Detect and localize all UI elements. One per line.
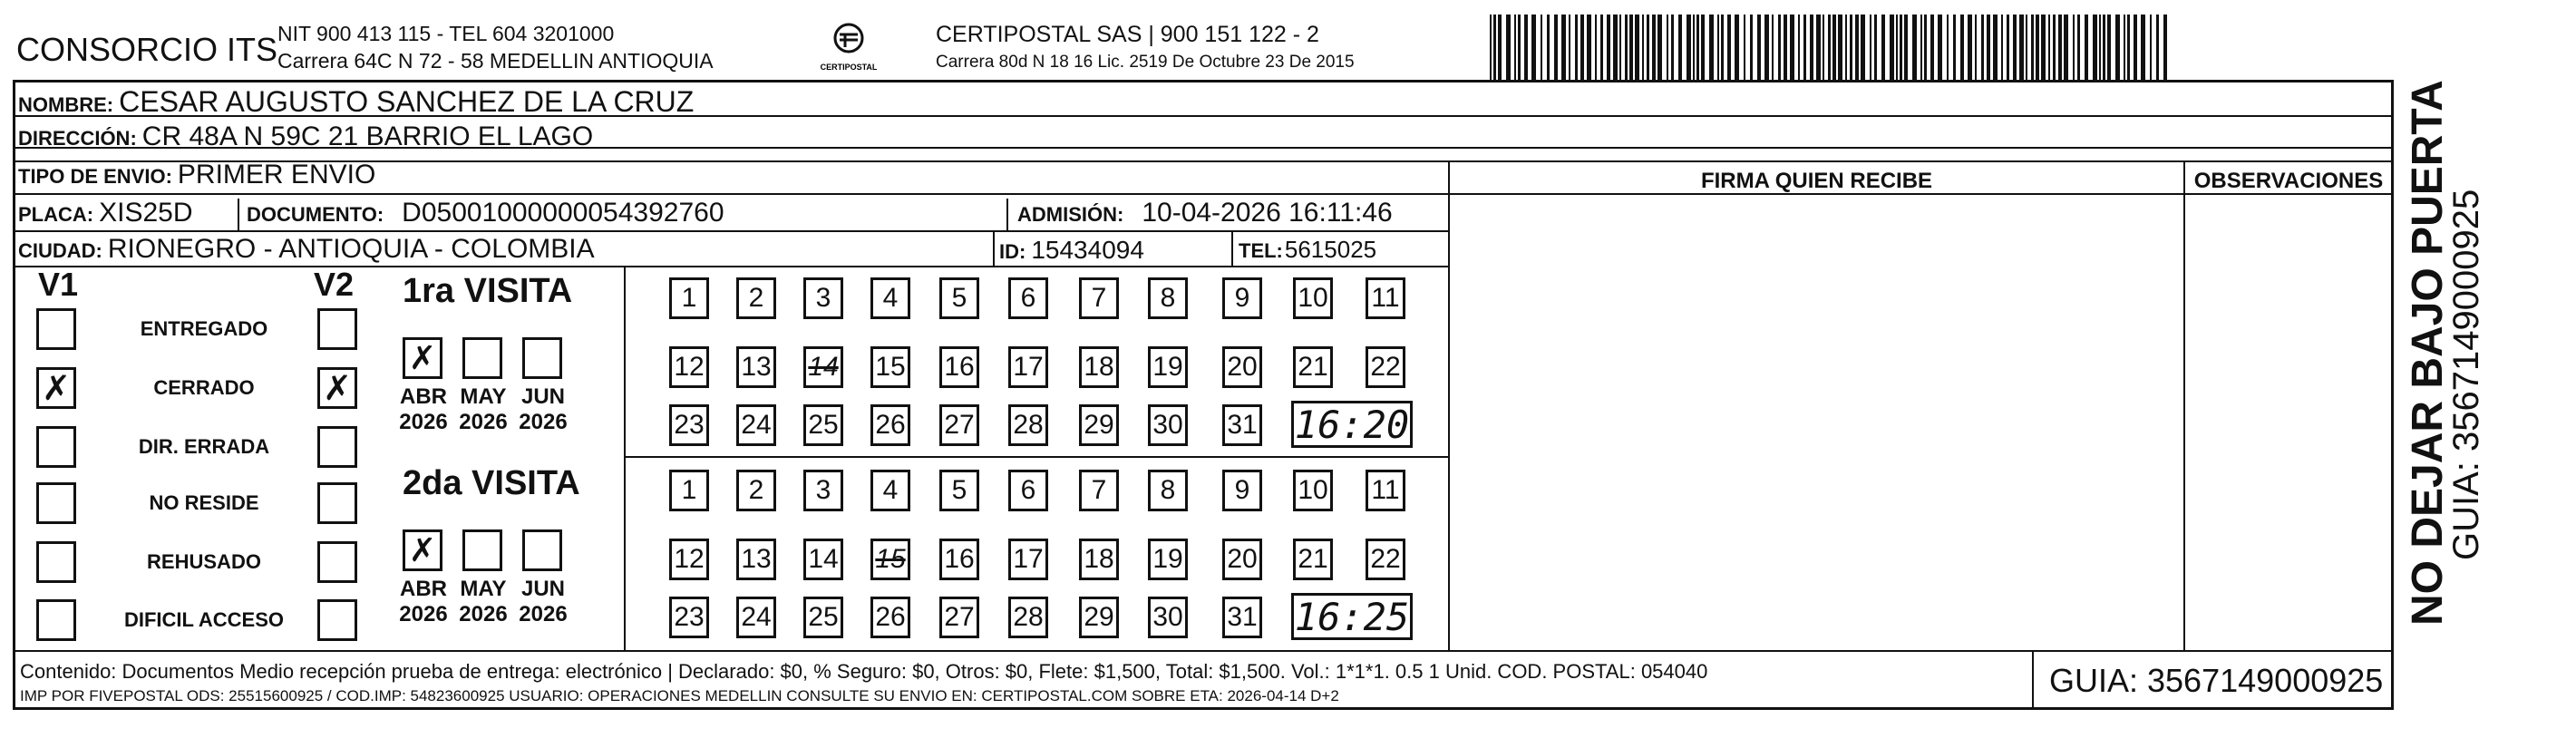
- status-label: CERRADO: [153, 376, 255, 399]
- tipo-row: [18, 160, 375, 190]
- year-label: 2026: [399, 602, 448, 626]
- barcode-bar: [2103, 15, 2105, 80]
- day-box[interactable]: 19: [1148, 346, 1188, 388]
- barcode-bar: [1613, 15, 1618, 80]
- barcode-bar: [1518, 15, 1521, 80]
- status-v1-checkbox[interactable]: [36, 482, 76, 524]
- day-box[interactable]: 24: [736, 404, 776, 446]
- id-label: ID:: [999, 240, 1026, 263]
- barcode-bar: [1575, 15, 1578, 80]
- day-box[interactable]: 21: [1293, 539, 1333, 580]
- visit-time-box[interactable]: 16:25: [1291, 593, 1413, 640]
- barcode-bar: [1721, 15, 1724, 80]
- visit-title: 1ra VISITA: [403, 272, 573, 310]
- visit-time-box[interactable]: 16:20: [1291, 401, 1413, 448]
- barcode-bar: [1493, 15, 1496, 80]
- barcode-bar: [1987, 15, 1990, 80]
- barcode-bar: [2019, 15, 2024, 80]
- day-box[interactable]: 3: [803, 277, 843, 319]
- barcode-bar: [2041, 15, 2046, 80]
- observations-area[interactable]: [2185, 195, 2392, 648]
- tel-row: [1239, 236, 1376, 264]
- status-label: DIR. ERRADA: [138, 435, 270, 458]
- barcode-bar: [1600, 15, 1603, 80]
- day-box[interactable]: 5: [939, 277, 979, 319]
- provider-name: CERTIPOSTAL SAS | 900 151 122 - 2: [936, 22, 1319, 47]
- barcode-bar: [1750, 15, 1753, 80]
- barcode-bar: [2093, 15, 2097, 80]
- day-box[interactable]: 15: [870, 346, 910, 388]
- barcode-bar: [1784, 15, 1787, 80]
- barcode-bar: [1678, 15, 1682, 80]
- barcode-bar: [1757, 15, 1761, 80]
- barcode-bar: [1727, 15, 1731, 80]
- day-box[interactable]: 29: [1079, 404, 1119, 446]
- day-box[interactable]: 30: [1148, 404, 1188, 446]
- day-box[interactable]: 21: [1293, 346, 1333, 388]
- barcode-bar: [2013, 15, 2017, 80]
- barcode-bar: [1657, 15, 1662, 80]
- day-box[interactable]: 6: [1008, 277, 1048, 319]
- day-box[interactable]: 20: [1222, 539, 1262, 580]
- day-box[interactable]: 26: [870, 597, 910, 638]
- day-box[interactable]: 17: [1008, 346, 1048, 388]
- barcode-bar: [2156, 15, 2159, 80]
- day-box[interactable]: 11: [1366, 470, 1405, 511]
- day-box[interactable]: 7: [1079, 470, 1119, 511]
- barcode-bar: [1832, 15, 1836, 80]
- id-value: 15434094: [1031, 236, 1144, 264]
- barcode-bar: [2099, 15, 2101, 80]
- barcode-bar: [1595, 15, 1597, 80]
- barcode-bar: [1790, 15, 1794, 80]
- barcode-bar: [1569, 15, 1570, 80]
- barcode-bar: [1968, 15, 1972, 80]
- barcode-bar: [2053, 15, 2056, 80]
- barcode-bar: [1709, 15, 1714, 80]
- nombre-value: CESAR AUGUSTO SANCHEZ DE LA CRUZ: [119, 85, 695, 118]
- barcode-bar: [1629, 15, 1633, 80]
- day-box[interactable]: 12: [669, 346, 709, 388]
- barcode-bar: [1561, 15, 1566, 80]
- year-label: 2026: [399, 410, 448, 434]
- barcode-bar: [2150, 15, 2152, 80]
- placa-value: XIS25D: [99, 198, 193, 228]
- day-box[interactable]: 14: [803, 539, 843, 580]
- barcode-bar: [1981, 15, 1984, 80]
- barcode-bar: [1764, 15, 1769, 80]
- barcode-bar: [1671, 15, 1674, 80]
- day-box[interactable]: 2: [736, 470, 776, 511]
- barcode-bar: [2134, 15, 2137, 80]
- barcode-bar: [1667, 15, 1668, 80]
- documento-row: [247, 198, 724, 228]
- day-box[interactable]: 5: [939, 470, 979, 511]
- documento-label: DOCUMENTO:: [247, 203, 384, 226]
- barcode-bar: [1772, 15, 1774, 80]
- day-box[interactable]: 31: [1222, 597, 1262, 638]
- status-v2-checkbox[interactable]: [317, 426, 357, 468]
- status-v2-checkbox[interactable]: [317, 482, 357, 524]
- day-box[interactable]: 14: [803, 346, 843, 388]
- barcode-bar: [1547, 15, 1550, 80]
- barcode-bar: [1904, 15, 1908, 80]
- day-box[interactable]: 7: [1079, 277, 1119, 319]
- tel-value: 5615025: [1284, 236, 1377, 263]
- barcode-bar: [1803, 15, 1806, 80]
- barcode-bar: [2107, 15, 2111, 80]
- barcode-bar: [1855, 15, 1859, 80]
- barcode-bar: [1828, 15, 1831, 80]
- barcode-bar: [1647, 15, 1649, 80]
- barcode-bar: [1625, 15, 1628, 80]
- tipo-label: TIPO DE ENVIO:: [18, 165, 172, 188]
- barcode-bar: [1920, 15, 1922, 80]
- barcode-bar: [1816, 15, 1821, 80]
- barcode-bar: [1490, 15, 1492, 80]
- barcode-bar: [1687, 15, 1691, 80]
- barcode-bar: [2163, 15, 2167, 80]
- barcode-bar: [2085, 15, 2088, 80]
- status-v2-checkbox[interactable]: [317, 599, 357, 641]
- provider-address: Carrera 80d N 18 16 Lic. 2519 De Octubre 23 De 2015: [936, 53, 1355, 72]
- tipo-value: PRIMER ENVIO: [177, 160, 376, 189]
- month-checkbox[interactable]: [462, 529, 502, 571]
- barcode-bar: [1541, 15, 1542, 80]
- day-box[interactable]: 4: [870, 277, 910, 319]
- barcode-bar: [1498, 15, 1502, 80]
- day-box[interactable]: 27: [939, 597, 979, 638]
- barcode-bar: [1554, 15, 1558, 80]
- barcode-bar: [1861, 15, 1865, 80]
- barcode-bar: [1531, 15, 1536, 80]
- status-label: DIFICIL ACCESO: [123, 608, 284, 631]
- status-label: ENTREGADO: [140, 317, 268, 340]
- status-v1-checkbox[interactable]: [36, 308, 76, 350]
- barcode-bar: [1635, 15, 1639, 80]
- admision-label: ADMISIÓN:: [1017, 203, 1124, 226]
- barcode-bar: [1696, 15, 1699, 80]
- barcode-bar: [1975, 15, 1977, 80]
- month-label: MAY: [460, 577, 507, 601]
- day-box[interactable]: 22: [1366, 539, 1405, 580]
- day-box[interactable]: 22: [1366, 346, 1405, 388]
- barcode-bar: [1924, 15, 1927, 80]
- side-guia: GUIA: 3567149000925: [2446, 189, 2486, 560]
- documento-value: D05001000000054392760: [402, 198, 724, 228]
- month-label: ABR: [400, 577, 447, 601]
- day-box[interactable]: 13: [736, 539, 776, 580]
- year-label: 2026: [459, 602, 508, 626]
- barcode-bar: [1798, 15, 1800, 80]
- day-box[interactable]: 17: [1008, 539, 1048, 580]
- barcode-bar: [2115, 15, 2120, 80]
- company-nit: NIT 900 413 115 - TEL 604 3201000: [277, 22, 615, 45]
- day-box[interactable]: 13: [736, 346, 776, 388]
- visit-title: 2da VISITA: [403, 464, 580, 502]
- barcode-bar: [1930, 15, 1934, 80]
- direccion-label: DIRECCIÓN:: [18, 127, 137, 150]
- day-box[interactable]: 20: [1222, 346, 1262, 388]
- barcode-bar: [2001, 15, 2003, 80]
- barcode-bar: [1838, 15, 1842, 80]
- company-name: CONSORCIO ITS: [16, 31, 278, 68]
- v2-label: V2: [314, 266, 355, 303]
- day-box[interactable]: 28: [1008, 597, 1048, 638]
- company-address: Carrera 64C N 72 - 58 MEDELLIN ANTIOQUIA: [277, 49, 714, 73]
- day-box[interactable]: 31: [1222, 404, 1262, 446]
- barcode-bar: [1850, 15, 1852, 80]
- day-box[interactable]: 1: [669, 470, 709, 511]
- barcode-bar: [2036, 15, 2039, 80]
- placa-row: [18, 198, 193, 228]
- status-v1-checkbox[interactable]: [36, 599, 76, 641]
- month-checkbox[interactable]: [522, 529, 562, 571]
- barcode-bar: [1938, 15, 1942, 80]
- day-box[interactable]: 28: [1008, 404, 1048, 446]
- day-box[interactable]: 19: [1148, 539, 1188, 580]
- day-box[interactable]: 3: [803, 470, 843, 511]
- barcode-bar: [1896, 15, 1898, 80]
- day-box[interactable]: 26: [870, 404, 910, 446]
- month-checkbox[interactable]: ✗: [403, 337, 442, 379]
- day-box[interactable]: 23: [669, 597, 709, 638]
- status-v2-checkbox[interactable]: [317, 308, 357, 350]
- direccion-value: CR 48A N 59C 21 BARRIO EL LAGO: [141, 121, 594, 151]
- day-box[interactable]: 18: [1079, 346, 1119, 388]
- barcode-bar: [2127, 15, 2130, 80]
- barcode-bar: [1993, 15, 1998, 80]
- day-box[interactable]: 29: [1079, 597, 1119, 638]
- barcode-bar: [1874, 15, 1877, 80]
- side-warning: NO DEJAR BAJO PUERTA: [2404, 80, 2452, 626]
- day-box[interactable]: 8: [1148, 277, 1188, 319]
- barcode-bar: [2007, 15, 2009, 80]
- barcode-bar: [1587, 15, 1591, 80]
- barcode-bar: [1845, 15, 1847, 80]
- day-box[interactable]: 30: [1148, 597, 1188, 638]
- barcode-bar: [2141, 15, 2145, 80]
- barcode-bar: [1890, 15, 1894, 80]
- day-box[interactable]: 23: [669, 404, 709, 446]
- day-box[interactable]: 1: [669, 277, 709, 319]
- day-box[interactable]: 6: [1008, 470, 1048, 511]
- day-box[interactable]: 24: [736, 597, 776, 638]
- barcode-bar: [1607, 15, 1610, 80]
- day-box[interactable]: 9: [1222, 277, 1262, 319]
- barcode-bar: [2064, 15, 2068, 80]
- month-checkbox[interactable]: [462, 337, 502, 379]
- admision-value: 10-04-2026 16:11:46: [1142, 198, 1393, 228]
- barcode-bar: [1524, 15, 1528, 80]
- day-box[interactable]: 18: [1079, 539, 1119, 580]
- ciudad-label: CIUDAD:: [18, 239, 102, 262]
- status-v1-checkbox[interactable]: ✗: [36, 367, 76, 409]
- barcode-bar: [1744, 15, 1745, 80]
- month-label: JUN: [520, 384, 565, 409]
- barcode-bar: [1810, 15, 1813, 80]
- barcode-bar: [1735, 15, 1739, 80]
- barcode-bar: [1506, 15, 1511, 80]
- ciudad-row: [18, 234, 595, 265]
- day-box[interactable]: 25: [803, 404, 843, 446]
- day-box[interactable]: 12: [669, 539, 709, 580]
- day-box[interactable]: 9: [1222, 470, 1262, 511]
- barcode-bar: [1823, 15, 1824, 80]
- barcode-bar: [1642, 15, 1644, 80]
- year-label: 2026: [459, 410, 508, 434]
- barcode-bar: [1953, 15, 1956, 80]
- status-v1-checkbox[interactable]: [36, 541, 76, 583]
- day-box[interactable]: 27: [939, 404, 979, 446]
- footer-meta: IMP POR FIVEPOSTAL ODS: 25515600925 / COD.IMP: 54823600925 USUARIO: OPERACIONES MEDELLIN CONSULTE SU ENVIO EN: CERTIPOSTAL.COM SOBRE ETA: 2026-04-14 D+2: [20, 687, 1339, 704]
- status-v2-checkbox[interactable]: [317, 541, 357, 583]
- barcode-bar: [2077, 15, 2080, 80]
- barcode-bar: [2026, 15, 2027, 80]
- barcode-bar: [2048, 15, 2050, 80]
- barcode-bar: [1717, 15, 1719, 80]
- tel-label: TEL:: [1239, 239, 1283, 262]
- day-box[interactable]: 11: [1366, 277, 1405, 319]
- month-checkbox[interactable]: ✗: [403, 529, 442, 571]
- certipostal-logo: [812, 20, 885, 74]
- month-label: MAY: [460, 384, 507, 409]
- barcode: [1490, 15, 2170, 80]
- day-box[interactable]: 25: [803, 597, 843, 638]
- id-row: [999, 236, 1144, 265]
- year-label: 2026: [519, 602, 568, 626]
- v1-label: V1: [38, 266, 79, 303]
- firma-header: FIRMA QUIEN RECIBE: [1700, 169, 1933, 193]
- status-label: REHUSADO: [147, 550, 261, 573]
- barcode-bar: [1881, 15, 1885, 80]
- admision-row: [1017, 198, 1393, 228]
- barcode-bar: [2031, 15, 2034, 80]
- status-label: NO RESIDE: [149, 491, 259, 514]
- status-v2-checkbox[interactable]: ✗: [317, 367, 357, 409]
- day-box[interactable]: 16: [939, 539, 979, 580]
- barcode-bar: [1947, 15, 1949, 80]
- barcode-bar: [2124, 15, 2125, 80]
- barcode-bar: [1652, 15, 1656, 80]
- day-box[interactable]: 16: [939, 346, 979, 388]
- barcode-bar: [1580, 15, 1584, 80]
- ciudad-value: RIONEGRO - ANTIOQUIA - COLOMBIA: [107, 234, 595, 264]
- month-checkbox[interactable]: [522, 337, 562, 379]
- footer-contents: Contenido: Documentos Medio recepción prueba de entrega: electrónico | Declarado: $0, % Seguro: $0, Otros: $0, Flete: $1,500, Total: $1,500. Vol.: 1*1*1. 0.5 1 Unid. COD. POSTAL: 054040: [20, 660, 1708, 683]
- signature-area[interactable]: [1450, 195, 2182, 648]
- direccion-row: [18, 121, 593, 152]
- barcode-bar: [1619, 15, 1621, 80]
- month-label: JUN: [520, 577, 565, 601]
- observaciones-header: OBSERVACIONES: [2193, 169, 2384, 193]
- placa-label: PLACA:: [18, 203, 94, 226]
- day-box[interactable]: 10: [1293, 277, 1333, 319]
- day-box[interactable]: 8: [1148, 470, 1188, 511]
- barcode-bar: [1701, 15, 1705, 80]
- day-box[interactable]: 10: [1293, 470, 1333, 511]
- barcode-bar: [1514, 15, 1516, 80]
- nombre-label: NOMBRE:: [18, 93, 114, 116]
- barcode-bar: [2073, 15, 2075, 80]
- barcode-bar: [1693, 15, 1695, 80]
- barcode-bar: [1870, 15, 1871, 80]
- barcode-bar: [2058, 15, 2062, 80]
- status-v1-checkbox[interactable]: [36, 426, 76, 468]
- year-label: 2026: [519, 410, 568, 434]
- day-box[interactable]: 2: [736, 277, 776, 319]
- day-box[interactable]: 15: [870, 539, 910, 580]
- barcode-bar: [1960, 15, 1964, 80]
- barcode-bar: [1900, 15, 1902, 80]
- logo-text: CERTIPOSTAL: [820, 63, 878, 72]
- barcode-bar: [1912, 15, 1917, 80]
- footer-guia: GUIA: 3567149000925: [2049, 662, 2384, 699]
- barcode-bar: [1778, 15, 1781, 80]
- day-box[interactable]: 4: [870, 470, 910, 511]
- month-label: ABR: [400, 384, 447, 409]
- nombre-row: [18, 85, 694, 119]
